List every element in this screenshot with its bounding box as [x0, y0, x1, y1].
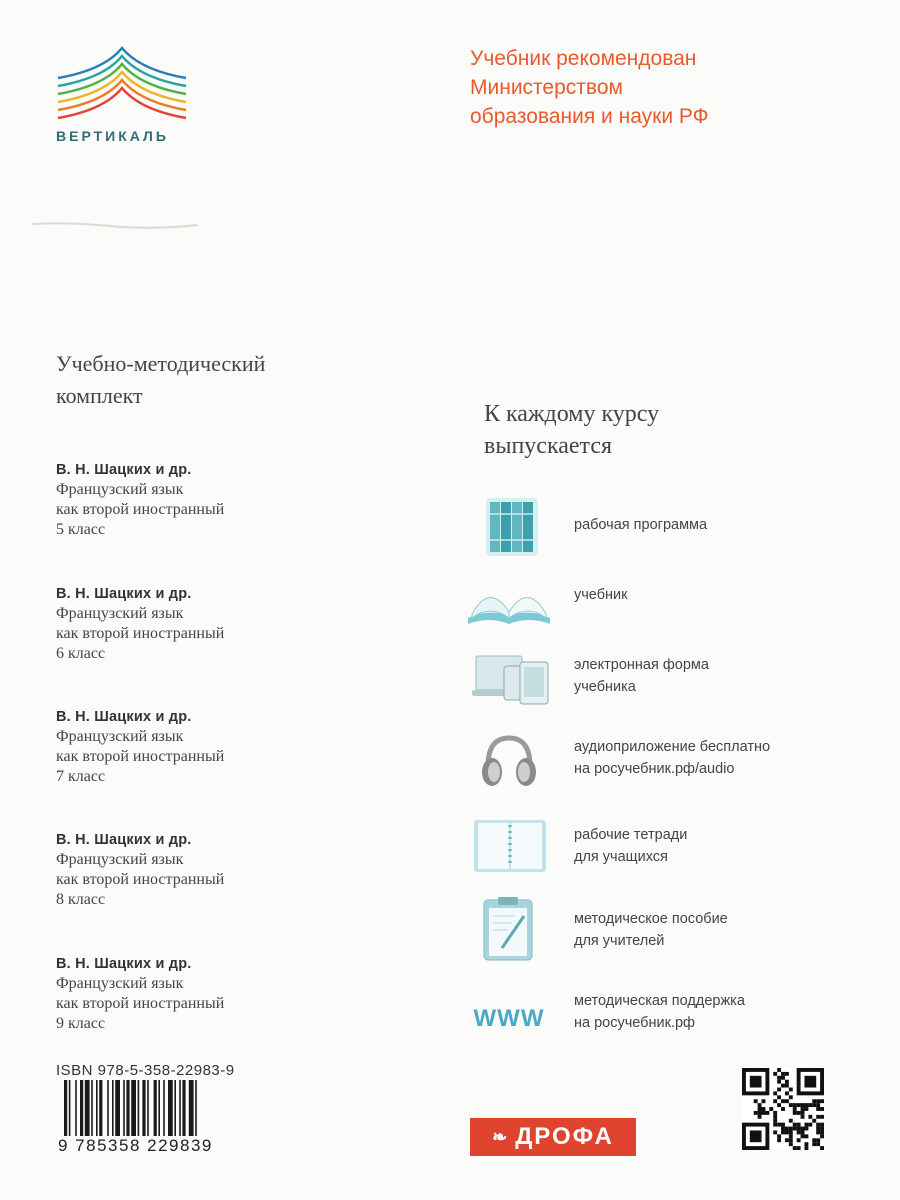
- book-entry: [56, 830, 224, 910]
- book-entry: [56, 460, 224, 540]
- umk-line: комплект: [56, 383, 143, 408]
- umk-heading: [56, 348, 265, 412]
- book-grade: 7 класс: [56, 768, 106, 785]
- book-grade: 8 класс: [56, 891, 106, 908]
- clipboard-icon: [464, 896, 554, 962]
- book-subtitle: как второй иностранный: [56, 748, 225, 765]
- recommendation-line: образования и науки РФ: [470, 105, 709, 128]
- book-author: В. Н. Шацких и др.: [56, 462, 192, 478]
- book-grade: 9 класс: [56, 1015, 106, 1032]
- devices-icon: [464, 650, 554, 716]
- book-subtitle: как второй иностранный: [56, 625, 225, 642]
- book-title: Французский язык: [56, 605, 184, 622]
- bird-icon: ❧: [492, 1126, 510, 1147]
- material-item: [464, 896, 884, 966]
- recommendation-line: Министерством: [470, 76, 623, 99]
- book-entry: [56, 954, 224, 1034]
- material-label: рабочая программа: [574, 517, 708, 533]
- www-icon: [464, 986, 554, 1052]
- vertical-arcs-icon: [54, 44, 190, 120]
- material-label: аудиоприложение бесплатно: [574, 739, 771, 755]
- material-item: [464, 650, 884, 720]
- material-label-2: для учителей: [574, 933, 665, 949]
- course-line: К каждому курсу: [484, 401, 660, 427]
- book-subtitle: как второй иностранный: [56, 501, 225, 518]
- material-item: [464, 730, 884, 800]
- www-label: WWW: [473, 1005, 545, 1032]
- material-label: методическое пособие: [574, 911, 728, 927]
- course-heading: [484, 398, 659, 462]
- open-book-icon: [464, 572, 554, 638]
- material-label-2: на росучебник.рф: [574, 1015, 695, 1031]
- material-item: [464, 572, 884, 642]
- material-label-2: для учащихся: [574, 849, 668, 865]
- material-label-2: на росучебник.рф/audio: [574, 761, 735, 777]
- binders-icon: [464, 494, 554, 560]
- book-grade: 6 класс: [56, 645, 106, 662]
- headphones-icon: [464, 730, 554, 796]
- paper-stain: [30, 218, 200, 232]
- logo-text: ВЕРТИКАЛЬ: [56, 128, 169, 144]
- recommendation-line: Учебник рекомендован: [470, 47, 697, 70]
- publisher-logo: [48, 44, 198, 154]
- book-entry: [56, 584, 224, 664]
- book-title: Французский язык: [56, 481, 184, 498]
- book-title: Французский язык: [56, 851, 184, 868]
- qr-code: [742, 1068, 824, 1150]
- material-label-2: учебника: [574, 679, 636, 695]
- material-label: учебник: [574, 587, 628, 603]
- book-subtitle: как второй иностранный: [56, 871, 225, 888]
- ministry-recommendation: [470, 44, 850, 131]
- notebook-icon: [464, 814, 554, 880]
- book-grade: 5 класс: [56, 521, 106, 538]
- material-item: [464, 986, 884, 1056]
- book-author: В. Н. Шацких и др.: [56, 709, 192, 725]
- material-item: [464, 814, 884, 884]
- barcode-number: 9 785358 229839: [58, 1136, 213, 1155]
- book-author: В. Н. Шацких и др.: [56, 586, 192, 602]
- publisher-name: ДРОФА: [515, 1123, 614, 1150]
- book-author: В. Н. Шацких и др.: [56, 832, 192, 848]
- book-author: В. Н. Шацких и др.: [56, 956, 192, 972]
- book-title: Французский язык: [56, 975, 184, 992]
- isbn: ISBN 978-5-358-22983-9: [56, 1062, 235, 1079]
- book-subtitle: как второй иностранный: [56, 995, 225, 1012]
- material-label: электронная форма: [574, 657, 709, 673]
- publisher-badge: [470, 1118, 636, 1156]
- material-item: [464, 494, 884, 564]
- material-label: рабочие тетради: [574, 827, 688, 843]
- course-line: выпускается: [484, 433, 613, 459]
- book-title: Французский язык: [56, 728, 184, 745]
- book-entry: [56, 707, 224, 787]
- umk-line: Учебно-методический: [56, 351, 266, 376]
- material-label: методическая поддержка: [574, 993, 745, 1009]
